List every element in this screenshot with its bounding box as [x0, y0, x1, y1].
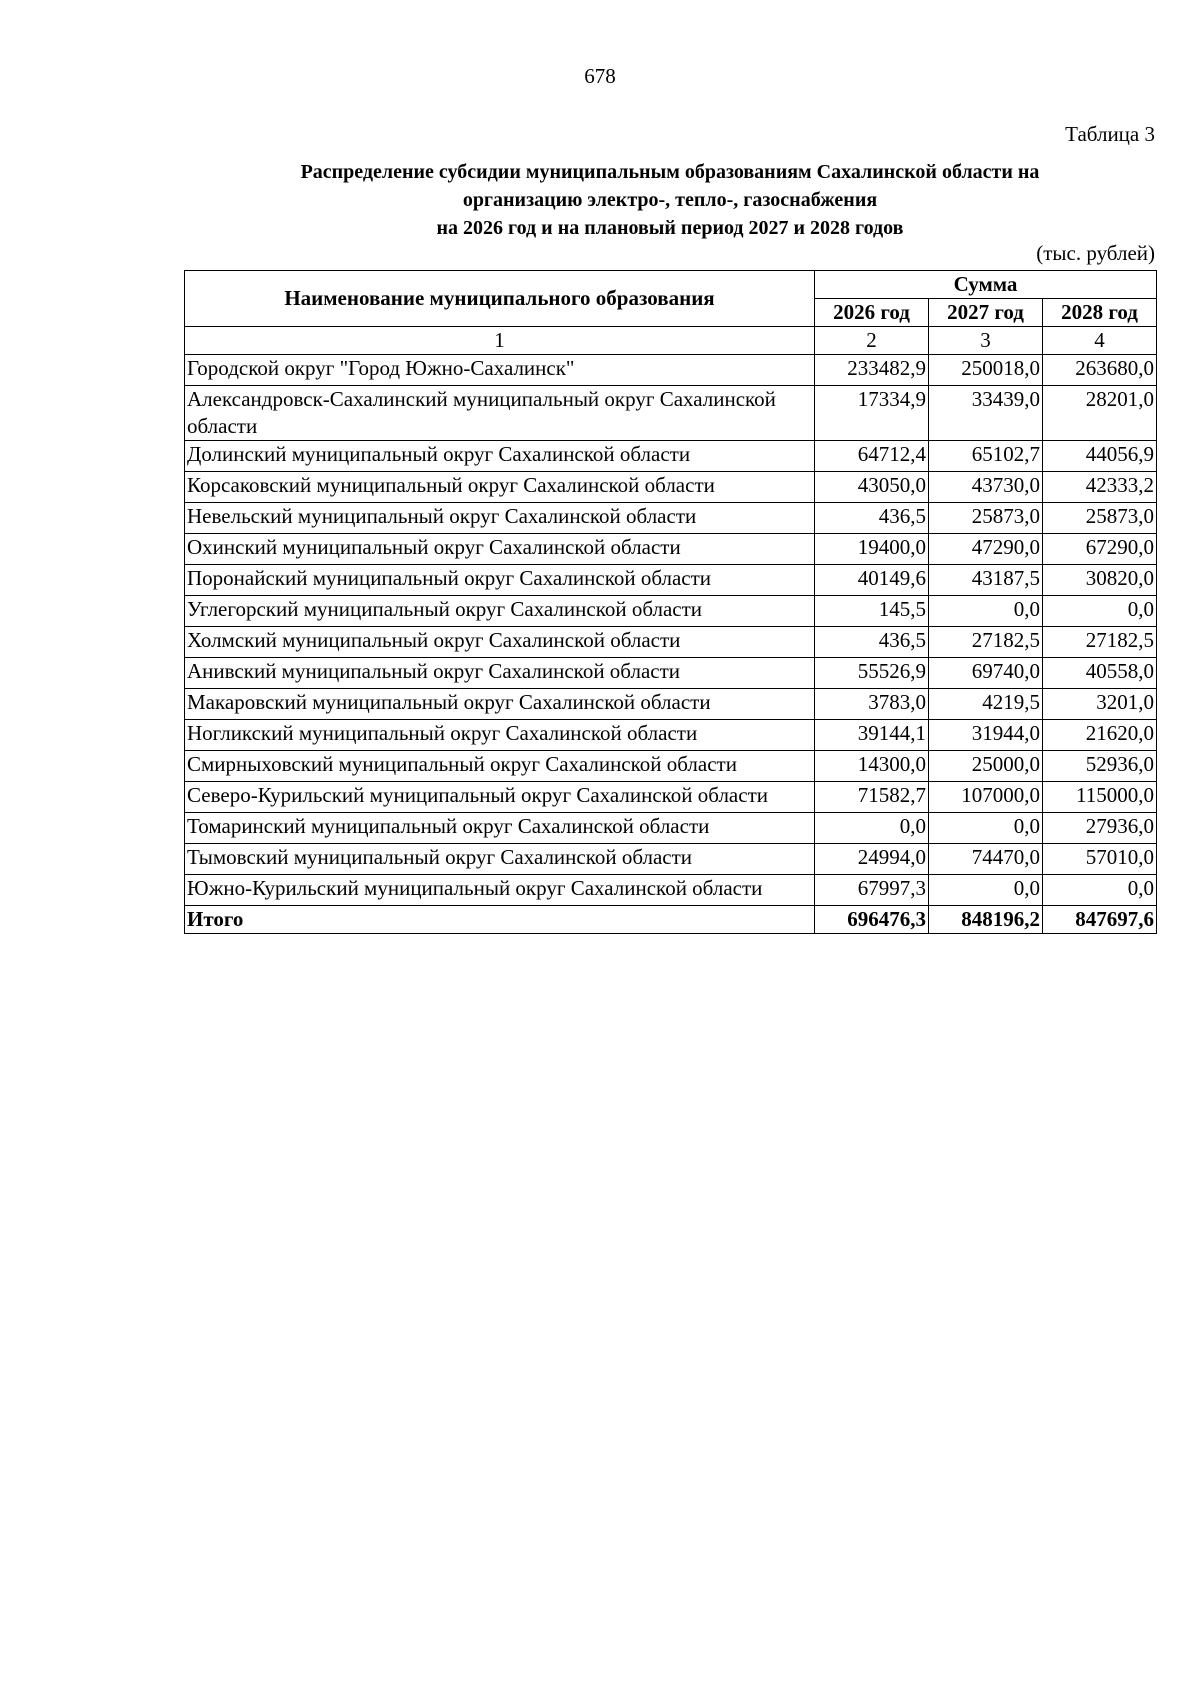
- table-title: [160, 158, 1180, 242]
- amount-cell: 107000,0: [929, 782, 1043, 813]
- amount-cell: 250018,0: [929, 355, 1043, 386]
- amount-cell: 39144,1: [815, 720, 929, 751]
- amount-cell: 25873,0: [1043, 503, 1157, 534]
- amount-cell: 3201,0: [1043, 689, 1157, 720]
- header-year: 2027 год: [929, 299, 1043, 327]
- amount-cell: 145,5: [815, 596, 929, 627]
- title-line: на 2026 год и на плановый период 2027 и 2028 годов: [436, 217, 904, 239]
- total-label: Итого: [185, 906, 815, 934]
- amount-cell: 43730,0: [929, 472, 1043, 503]
- amount-cell: 233482,9: [815, 355, 929, 386]
- amount-cell: 52936,0: [1043, 751, 1157, 782]
- amount-cell: 27936,0: [1043, 813, 1157, 844]
- municipality-name: Ногликский муниципальный округ Сахалинской области: [185, 720, 815, 751]
- amount-cell: 0,0: [929, 596, 1043, 627]
- municipality-name: Макаровский муниципальный округ Сахалинской области: [185, 689, 815, 720]
- municipality-name: Корсаковский муниципальный округ Сахалинской области: [185, 472, 815, 503]
- amount-cell: 436,5: [815, 503, 929, 534]
- amount-cell: 0,0: [929, 813, 1043, 844]
- amount-cell: 74470,0: [929, 844, 1043, 875]
- total-value: 848196,2: [929, 906, 1043, 934]
- amount-cell: 65102,7: [929, 441, 1043, 472]
- table-row: [185, 782, 1157, 813]
- total-row: [185, 906, 1157, 934]
- amount-cell: 4219,5: [929, 689, 1043, 720]
- column-index: 2: [815, 327, 929, 355]
- table-row: [185, 441, 1157, 472]
- amount-cell: 27182,5: [929, 627, 1043, 658]
- table-row: [185, 689, 1157, 720]
- municipality-name: Охинский муниципальный округ Сахалинской области: [185, 534, 815, 565]
- amount-cell: 0,0: [1043, 596, 1157, 627]
- amount-cell: 55526,9: [815, 658, 929, 689]
- amount-cell: 25000,0: [929, 751, 1043, 782]
- municipality-name: Тымовский муниципальный округ Сахалинской области: [185, 844, 815, 875]
- table-row: [185, 534, 1157, 565]
- amount-cell: 33439,0: [929, 386, 1043, 441]
- amount-cell: 14300,0: [815, 751, 929, 782]
- amount-cell: 31944,0: [929, 720, 1043, 751]
- title-line: организацию электро-, тепло-, газоснабжения: [462, 189, 878, 211]
- table-row: [185, 565, 1157, 596]
- table-row: [185, 658, 1157, 689]
- amount-cell: 24994,0: [815, 844, 929, 875]
- table-row: [185, 627, 1157, 658]
- table-row: [185, 751, 1157, 782]
- municipality-name: Городской округ "Город Южно-Сахалинск": [185, 355, 815, 386]
- amount-cell: 19400,0: [815, 534, 929, 565]
- amount-cell: 69740,0: [929, 658, 1043, 689]
- table-row: [185, 813, 1157, 844]
- amount-cell: 67997,3: [815, 875, 929, 906]
- amount-cell: 436,5: [815, 627, 929, 658]
- amount-cell: 64712,4: [815, 441, 929, 472]
- table-row: [185, 875, 1157, 906]
- amount-cell: 67290,0: [1043, 534, 1157, 565]
- amount-cell: 21620,0: [1043, 720, 1157, 751]
- column-index: 3: [929, 327, 1043, 355]
- amount-cell: 17334,9: [815, 386, 929, 441]
- amount-cell: 47290,0: [929, 534, 1043, 565]
- amount-cell: 0,0: [815, 813, 929, 844]
- table-row: [185, 355, 1157, 386]
- amount-cell: 0,0: [929, 875, 1043, 906]
- municipality-name: Александровск-Сахалинский муниципальный округ Сахалинской области: [185, 386, 815, 441]
- municipality-name: Южно-Курильский муниципальный округ Сахалинской области: [185, 875, 815, 906]
- amount-cell: 25873,0: [929, 503, 1043, 534]
- municipality-name: Смирныховский муниципальный округ Сахалинской области: [185, 751, 815, 782]
- amount-cell: 115000,0: [1043, 782, 1157, 813]
- table-row: [185, 386, 1157, 441]
- amount-cell: 57010,0: [1043, 844, 1157, 875]
- title-line: Распределение субсидии муниципальным образованиям Сахалинской области на: [300, 161, 1040, 183]
- municipality-name: Невельский муниципальный округ Сахалинской области: [185, 503, 815, 534]
- municipality-name: Томаринский муниципальный округ Сахалинской области: [185, 813, 815, 844]
- municipality-name: Северо-Курильский муниципальный округ Сахалинской области: [185, 782, 815, 813]
- amount-cell: 42333,2: [1043, 472, 1157, 503]
- amount-cell: 44056,9: [1043, 441, 1157, 472]
- amount-cell: 71582,7: [815, 782, 929, 813]
- amount-cell: 43050,0: [815, 472, 929, 503]
- amount-cell: 263680,0: [1043, 355, 1157, 386]
- amount-cell: 3783,0: [815, 689, 929, 720]
- table-row: [185, 596, 1157, 627]
- table-label: Таблица 3: [1065, 122, 1155, 146]
- amount-cell: 27182,5: [1043, 627, 1157, 658]
- table-row: [185, 472, 1157, 503]
- municipality-name: Углегорский муниципальный округ Сахалинской области: [185, 596, 815, 627]
- municipality-name: Долинский муниципальный округ Сахалинской области: [185, 441, 815, 472]
- page-number: 678: [584, 64, 616, 88]
- table-row: [185, 844, 1157, 875]
- table-row: [185, 720, 1157, 751]
- units-label: (тыс. рублей): [1036, 241, 1155, 265]
- total-value: 696476,3: [815, 906, 929, 934]
- municipality-name: Анивский муниципальный округ Сахалинской области: [185, 658, 815, 689]
- header-year: 2026 год: [815, 299, 929, 327]
- amount-cell: 43187,5: [929, 565, 1043, 596]
- amount-cell: 28201,0: [1043, 386, 1157, 441]
- table-body: [185, 355, 1157, 906]
- header-name-column: Наименование муниципального образования: [185, 271, 815, 327]
- municipality-name: Холмский муниципальный округ Сахалинской области: [185, 627, 815, 658]
- column-index: 1: [185, 327, 815, 355]
- header-sum-group: Сумма: [815, 271, 1157, 299]
- table-row: [185, 503, 1157, 534]
- amount-cell: 40149,6: [815, 565, 929, 596]
- municipality-name: Поронайский муниципальный округ Сахалинской области: [185, 565, 815, 596]
- total-value: 847697,6: [1043, 906, 1157, 934]
- amount-cell: 40558,0: [1043, 658, 1157, 689]
- column-index: 4: [1043, 327, 1157, 355]
- amount-cell: 30820,0: [1043, 565, 1157, 596]
- subsidy-table: [184, 270, 1157, 934]
- header-year: 2028 год: [1043, 299, 1157, 327]
- amount-cell: 0,0: [1043, 875, 1157, 906]
